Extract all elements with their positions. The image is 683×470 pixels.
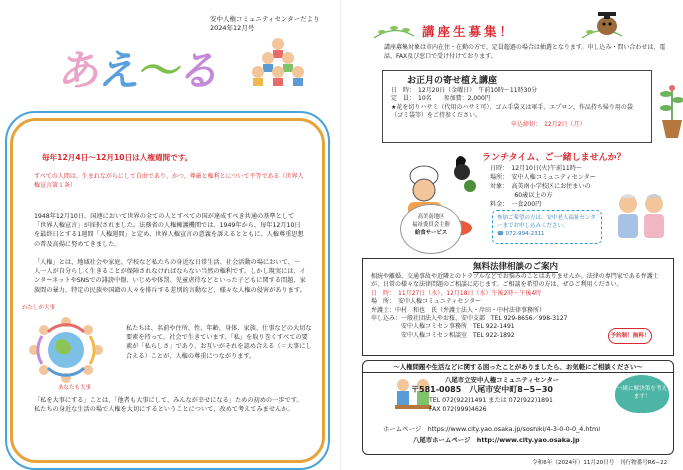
new-year-course-box: [382, 70, 652, 143]
legal-apply-2: 安中人権コミセン事務所 TEL 922-1491: [371, 323, 515, 331]
new-year-course-details: [391, 87, 641, 129]
reservation-badge: 予約制！無料！: [608, 328, 652, 344]
legal-lawyer: 弁護士：中村 和也 氏（弁護士法人・岸田・中村法律事務所）: [371, 306, 546, 314]
human-rights-week-heading: 毎年12月4日〜12月10日は人権週間です。: [42, 153, 193, 162]
contact-fax: FAX 072(999)4626: [429, 406, 487, 413]
potted-plant-icon: [658, 80, 683, 140]
contact-header: 〜人権問題や生活などに関する困ったことがありましたら、お気軽にご相談ください〜: [363, 361, 673, 373]
lunch-apply-note: [492, 210, 602, 244]
children-pyramid-icon: [248, 36, 308, 86]
legal-intro: 相続や離婚、交通事故や近隣とのトラブルなどでお悩みのことはありませんか。法律の専門家である弁護士が、日常の様々な法律問題のご相談に応じます。ご相談を希望の方は、ぜひご利用ください。: [371, 273, 659, 289]
contact-tel: TEL 072(922)1491 または 072(922)1891: [429, 397, 553, 404]
city-website-link[interactable]: 八尾市ホームページ http://www.city.yao.osaka.jp: [413, 436, 580, 444]
ny-line-date: 日 時： 12月20日（金曜日） 午前10時〜11時30分: [391, 87, 538, 94]
course-recruit-title: 講座生募集！: [422, 24, 516, 39]
issue-footer: 令和6年（2024年）11月20日号 刊行物番号R6−22: [532, 460, 668, 466]
course-intro: 講座募集対象は市内在住・在勤の方で、定員超過の場合は抽選となります。申し込み・問い合わせは、電話、FAX及び窓口で受け付けております。: [384, 44, 666, 60]
lunch-line-fee: 料金： 一食200円: [490, 201, 542, 208]
new-year-course-title: お正月の寄せ植え講座: [407, 76, 498, 86]
lunch-line-place: 場所： 安中人権コミュニティセンター: [490, 174, 596, 181]
counseling-people-icon: [393, 373, 433, 419]
sign-line-1: 高美南地区: [417, 214, 445, 220]
legal-apply-3: 安中人権コミセン相談室 TEL 922-1892: [371, 331, 515, 339]
left-page: [0, 0, 341, 470]
logo-char-4: る: [176, 46, 224, 95]
contact-website-link[interactable]: ホームページ https://www.city.yao.osaka.jp/soshiki/4-3-0-0-0_4.html: [383, 425, 600, 433]
closing-paragraph: 「私を大事にする」ことは、「他者も大事にして、みんなが幸せになる」ための初めの一歩です。私たちの身近な生活の場で人権を大切にするということについて、改めて考えてみませんか。: [34, 397, 303, 414]
contact-address: 〒581-0085 八尾市安中町8−5−30: [411, 385, 553, 394]
sign-line-3: 給食サービス: [414, 230, 448, 236]
graduate-bird-icon: [592, 8, 622, 36]
contact-org: 八尾市立安中人権コミュニティセンター: [445, 376, 560, 384]
identity-paragraph: 私たちは、名前や住所、性、年齢、身体、家族、仕事などの大切な要素を持って、社会で生きています。「私」を取り巻くすべての要素が「私らしさ」であり、お互いがそれを認め合える（＝大事にし合える）ことが、人権の尊重につながります。: [126, 325, 312, 360]
logo-char-1: あ: [56, 46, 104, 95]
lunch-line-date: 日時： 12月10日(火)午前11時〜: [490, 165, 582, 172]
contact-box: [362, 360, 674, 455]
newsletter-header: 安中人権コミュニティセンターだより 2024年12月号: [210, 15, 327, 32]
legal-title: 無料法律相談のご案内: [473, 262, 559, 272]
legal-date: 日 時： 11月27日（水）、12月18日（水）午後2時〜午後4時: [371, 289, 542, 297]
declaration-quote: すべての人間は、生まれながらにして自由であり、かつ、尊厳と権利とについて平等である（世界人権宣言第１条）: [34, 173, 304, 189]
rights-paragraph: 「人権」とは、地域社会や家庭、学校など私たちの身近な日常生活、社会活動の場において、一人一人が自分らしく生きることが保障されなければならない当然の権利です。しかし現実には、インターネットやSNSでの誹謗中傷、いじめや体罰、児童虐待などといった子どもに関する問題、家族間の暴力、特定の民族や国籍の人々を排斥する差別的言動など、様々な人権の侵害があります。: [34, 259, 306, 294]
meal-service-sign: [400, 204, 462, 254]
caption-self: わたしが大事: [22, 305, 56, 311]
legal-apply-1: 申し込み：一般社団法人やお桜、安中支部 TEL 929-8656／998-3127: [371, 315, 568, 323]
lunch-note-tel: ☎ 072-994-2311: [497, 231, 545, 237]
logo-char-3: 〜: [136, 46, 184, 95]
lunch-line-age: 60歳以上の方: [490, 192, 553, 199]
lunch-note-text: 参加ご希望の方は、安中老人福祉センターまでお申し込みください。: [497, 215, 596, 229]
right-page: [342, 0, 683, 470]
lunch-line-target: 対象： 高美南小学校区にお住まいの: [490, 183, 591, 190]
caption-you: あなたも大事: [58, 385, 92, 391]
support-badge: 一緒に解決策を考えます！: [615, 375, 669, 413]
intro-paragraph: 1948年12月10日、国連において世界の全ての人とすべての国が達成すべき共通の基準として「世界人権宣言」が採択されました。法務省の人権擁護機関では、1949年から、毎年12月10日を最終日とする1週間「人権週間」と定め、世界人権宣言の意義を訴えるとともに、人権尊重思想の普及高揚に努めてきました。: [34, 213, 304, 248]
contact-numbers: [429, 396, 589, 414]
sign-line-2: 福祉委員会主催: [412, 222, 450, 228]
ny-line-capacity: 定 員： 10名 参加費：2,000円: [391, 95, 491, 103]
elderly-couple-icon: [612, 190, 670, 240]
ny-line-items: ★花を切りハサミ（代用のハサミ可）、ゴム手袋又は軍手、エプロン、作品持ち帰り用の袋（ゴミ袋等）をご持参ください。: [391, 103, 633, 120]
newsletter-logo: [56, 38, 224, 98]
legal-place: 場 所： 安中人権コミュニティセンター: [371, 298, 482, 306]
globe-people-icon: [18, 312, 114, 388]
ny-line-deadline: 申込締切： 12月2日（月）: [511, 120, 586, 128]
logo-char-2: え: [96, 46, 144, 95]
lunch-heading: ランチタイム、ご一緒しませんか？: [482, 153, 626, 163]
